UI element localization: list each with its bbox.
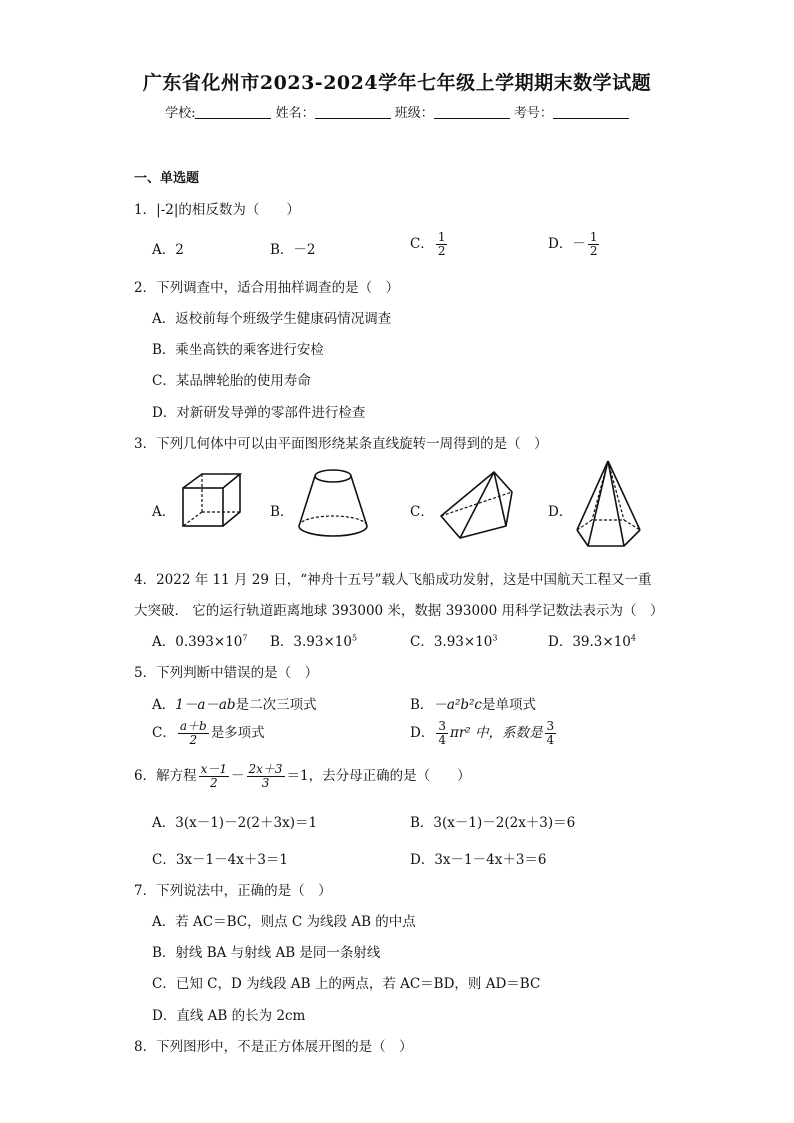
- question-1: [134, 198, 300, 218]
- q5-d-text: πr² 中，系数是: [449, 725, 543, 741]
- q4-option-a[interactable]: A．$0.393\times 10^7$: [152, 633, 248, 650]
- q1-d-label: D．－: [548, 236, 586, 252]
- q4-option-d[interactable]: D．$39.3\times 10^4$: [548, 633, 636, 650]
- q4-option-c[interactable]: C．$3.93\times 10^3$: [410, 633, 498, 650]
- frustum-figure: [294, 466, 372, 542]
- pyramid-figure: [572, 458, 646, 550]
- question-4-line-2: 大突破． 它的运行轨道距离地球 393000 米，数据 393000 用科学记数法表示为（ ）: [134, 603, 664, 619]
- q1-abs-bar: |: [156, 202, 161, 218]
- q5-d-fraction: $\frac{3}{4}$: [438, 719, 446, 747]
- name-label: 姓名：: [275, 106, 315, 121]
- q3-option-b[interactable]: B．: [270, 504, 294, 520]
- page-title: 广东省化州市2023-2024学年七年级上学期期末数学试题: [142, 72, 652, 94]
- student-info-line: [0, 102, 794, 121]
- q7-option-b[interactable]: B．射线 BA 与射线 AB 是同一条射线: [152, 945, 381, 961]
- prism-figure: [436, 468, 518, 542]
- question-7: 7．下列说法中，正确的是（ ）: [134, 883, 332, 899]
- q6-fraction-2: $\frac{2x+3}{3}$: [248, 762, 283, 790]
- q1-d-fraction: $\frac{1}{2}$: [589, 230, 598, 258]
- q1-c-label: C．: [410, 236, 434, 252]
- q6-option-d[interactable]: D．3x－1－4x＋3＝6: [410, 852, 547, 868]
- q5-a-text: 是二次三项式: [235, 697, 317, 713]
- q6-option-c[interactable]: C．3x－1－4x＋3＝1: [152, 852, 289, 868]
- q5-option-a[interactable]: A．1－a－ab是二次三项式: [152, 697, 317, 713]
- question-5: 5．下列判断中错误的是（ ）: [134, 665, 319, 681]
- q6-stem-pre: 6．解方程: [134, 768, 197, 784]
- q5-b-expr: －a²b²c: [433, 697, 482, 713]
- q1-stem: |的相反数为（ ）: [173, 202, 300, 218]
- q5-option-c[interactable]: C． $\frac{a+b}{2}$ 是多项式: [152, 719, 265, 747]
- q1-value: -2: [160, 202, 174, 218]
- q1-option-d[interactable]: [548, 231, 601, 258]
- question-6: 6．解方程 $\frac{x-1}{2}$ － $\frac{2x+3}{3}$ ＝1，去分母正确的是（ ）: [134, 762, 471, 790]
- q5-b-text: 是单项式: [482, 697, 536, 713]
- section-heading: 一、单选题: [134, 171, 200, 186]
- q7-option-a[interactable]: A．若 AC＝BC，则点 C 为线段 AB 的中点: [152, 914, 416, 930]
- number-blank[interactable]: [553, 105, 629, 119]
- q6-option-a[interactable]: A．3(x－1)－2(2＋3x)＝1: [152, 815, 318, 831]
- question-3: 3．下列几何体中可以由平面图形绕某条直线旋转一周得到的是（ ）: [134, 436, 548, 452]
- q3-option-c[interactable]: C．: [410, 504, 434, 520]
- q6-stem-post: ＝1，去分母正确的是（ ）: [286, 768, 471, 784]
- q2-option-b[interactable]: B．乘坐高铁的乘客进行安检: [152, 342, 324, 358]
- q5-a-expr: 1－a－ab: [175, 697, 236, 713]
- q1-c-fraction: $\frac{1}{2}$: [437, 230, 446, 258]
- q7-option-c[interactable]: C．已知 C，D 为线段 AB 上的两点，若 AC＝BD，则 AD＝BC: [152, 976, 541, 992]
- question-2: 2．下列调查中，适合用抽样调查的是（ ）: [134, 280, 400, 296]
- q7-option-d[interactable]: D．直线 AB 的长为 2cm: [152, 1008, 306, 1024]
- name-blank[interactable]: [315, 105, 391, 119]
- q2-option-d[interactable]: D．对新研发导弹的零部件进行检查: [152, 405, 366, 421]
- q1-option-a[interactable]: A．2: [152, 242, 184, 258]
- q2-option-c[interactable]: C．某品牌轮胎的使用寿命: [152, 373, 311, 389]
- q5-c-fraction: $\frac{a+b}{2}$: [179, 719, 207, 747]
- q1-option-c[interactable]: [410, 231, 449, 258]
- q6-fraction-1: $\frac{x-1}{2}$: [200, 762, 227, 790]
- school-blank[interactable]: [195, 105, 271, 119]
- class-label: 班级：: [394, 106, 434, 121]
- q5-option-d[interactable]: D． $\frac{3}{4}$ πr² 中，系数是 $\frac{3}{4}$: [410, 719, 555, 747]
- question-4-line-1: 4．2022 年 11 月 29 日，“神舟十五号”载人飞船成功发射，这是中国航天工程又一重: [134, 572, 652, 588]
- number-label: 考号：: [513, 106, 553, 121]
- q5-c-text: 是多项式: [210, 725, 265, 741]
- class-blank[interactable]: [434, 105, 510, 119]
- question-8: 8．下列图形中，不是正方体展开图的是（ ）: [134, 1039, 413, 1055]
- q3-option-a[interactable]: A．: [152, 504, 176, 520]
- q5-option-b[interactable]: B．－a²b²c是单项式: [410, 697, 536, 713]
- q5-d-coef-fraction: $\frac{3}{4}$: [546, 719, 555, 747]
- q6-option-b[interactable]: B．3(x－1)－2(2x＋3)＝6: [410, 815, 576, 831]
- cube-figure: [178, 468, 248, 532]
- q1-number: 1．: [134, 202, 157, 218]
- q2-option-a[interactable]: A．返校前每个班级学生健康码情况调查: [152, 311, 392, 327]
- q3-option-d[interactable]: D．: [548, 504, 573, 520]
- school-label: 学校:: [165, 106, 196, 121]
- q1-option-b[interactable]: B．－2: [270, 242, 316, 258]
- q4-option-b[interactable]: B．$3.93\times 10^5$: [270, 633, 358, 650]
